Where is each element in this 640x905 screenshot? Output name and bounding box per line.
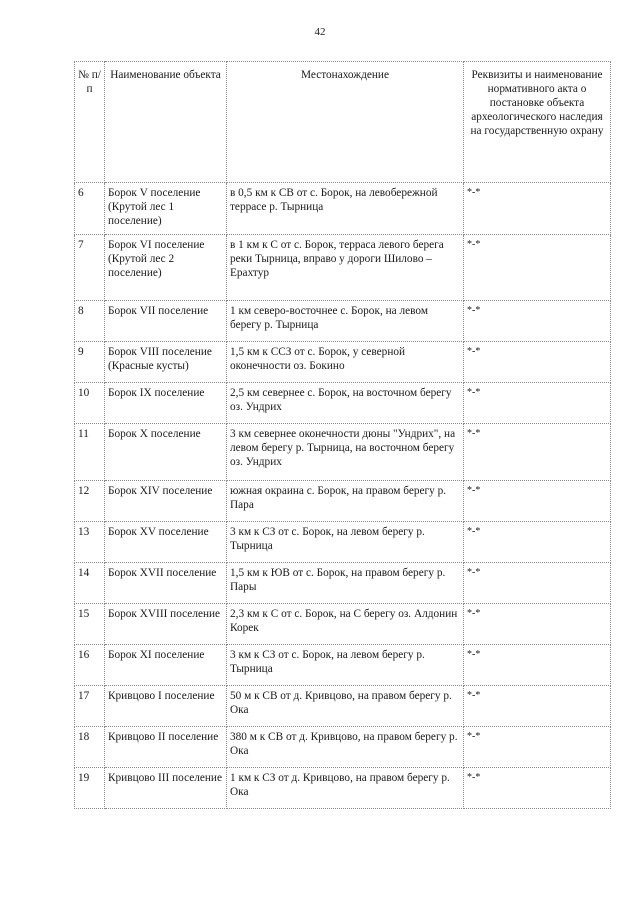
cell-name: Борок XIV поселение — [105, 481, 227, 522]
cell-location: 380 м к СВ от д. Кривцово, на правом берегу р. Ока — [227, 727, 464, 768]
cell-name: Борок VI поселение (Крутой лес 2 поселение) — [105, 235, 227, 301]
cell-location: в 1 км к С от с. Борок, терраса левого берега реки Тырница, вправо у дороги Шилово – Ерахтур — [227, 235, 464, 301]
cell-location: в 0,5 км к СВ от с. Борок, на левобережной террасе р. Тырница — [227, 183, 464, 235]
cell-num: 17 — [75, 686, 105, 727]
cell-name: Борок XV поселение — [105, 522, 227, 563]
table-row — [75, 604, 611, 645]
cell-location: 3 км севернее оконечности дюны "Ундрих", на левом берегу р. Тырница, на восточном берегу оз. Ундрих — [227, 424, 464, 481]
cell-name: Кривцово I поселение — [105, 686, 227, 727]
cell-num: 8 — [75, 301, 105, 342]
cell-name: Борок XVIII поселение — [105, 604, 227, 645]
table-row — [75, 342, 611, 383]
cell-num: 11 — [75, 424, 105, 481]
cell-num: 14 — [75, 563, 105, 604]
cell-location: южная окраина с. Борок, на правом берегу р. Пара — [227, 481, 464, 522]
cell-num: 16 — [75, 645, 105, 686]
cell-requisites: *-* — [464, 235, 611, 301]
cell-name: Борок VII поселение — [105, 301, 227, 342]
table-row — [75, 645, 611, 686]
cell-location: 1,5 км к ЮВ от с. Борок, на правом берегу р. Пары — [227, 563, 464, 604]
cell-name: Кривцово III поселение — [105, 768, 227, 809]
cell-requisites: *-* — [464, 383, 611, 424]
cell-requisites: *-* — [464, 522, 611, 563]
cell-name: Борок XVII поселение — [105, 563, 227, 604]
cell-requisites: *-* — [464, 645, 611, 686]
cell-location: 3 км к СЗ от с. Борок, на левом берегу р. Тырница — [227, 522, 464, 563]
cell-num: 6 — [75, 183, 105, 235]
cell-num: 7 — [75, 235, 105, 301]
cell-num: 9 — [75, 342, 105, 383]
cell-location: 1 км северо-восточнее с. Борок, на левом берегу р. Тырница — [227, 301, 464, 342]
table-row — [75, 301, 611, 342]
cell-requisites: *-* — [464, 183, 611, 235]
cell-num: 12 — [75, 481, 105, 522]
cell-location: 1,5 км к ССЗ от с. Борок, у северной оконечности оз. Бокино — [227, 342, 464, 383]
header-location: Местонахождение — [227, 62, 464, 183]
header-name: Наименование объекта — [105, 62, 227, 183]
cell-location: 1 км к СЗ от д. Кривцово, на правом берегу р. Ока — [227, 768, 464, 809]
cell-name: Борок VIII поселение (Красные кусты) — [105, 342, 227, 383]
cell-requisites: *-* — [464, 481, 611, 522]
header-requisites: Реквизиты и наименование нормативного акта о постановке объекта археологического наследия на государственную охрану — [464, 62, 611, 183]
cell-num: 18 — [75, 727, 105, 768]
cell-requisites: *-* — [464, 768, 611, 809]
cell-num: 10 — [75, 383, 105, 424]
cell-name: Борок IX поселение — [105, 383, 227, 424]
cell-num: 15 — [75, 604, 105, 645]
cell-requisites: *-* — [464, 424, 611, 481]
table-row — [75, 686, 611, 727]
table-row — [75, 563, 611, 604]
cell-num: 19 — [75, 768, 105, 809]
cell-location: 50 м к СВ от д. Кривцово, на правом берегу р. Ока — [227, 686, 464, 727]
cell-requisites: *-* — [464, 727, 611, 768]
table-row — [75, 481, 611, 522]
cell-requisites: *-* — [464, 563, 611, 604]
cell-location: 3 км к СЗ от с. Борок, на левом берегу р. Тырница — [227, 645, 464, 686]
cell-name: Борок XI поселение — [105, 645, 227, 686]
cell-name: Борок V поселение (Крутой лес 1 поселение) — [105, 183, 227, 235]
cell-requisites: *-* — [464, 604, 611, 645]
cell-requisites: *-* — [464, 686, 611, 727]
table-row — [75, 235, 611, 301]
cell-location: 2,3 км к С от с. Борок, на С берегу оз. Алдонин Корек — [227, 604, 464, 645]
header-num: № п/п — [75, 62, 105, 183]
table-row — [75, 383, 611, 424]
page-number: 42 — [314, 26, 326, 38]
table-header-row — [75, 62, 611, 183]
table-row — [75, 424, 611, 481]
cell-name: Борок X поселение — [105, 424, 227, 481]
table-row — [75, 522, 611, 563]
table-row — [75, 183, 611, 235]
table-row — [75, 727, 611, 768]
cell-requisites: *-* — [464, 342, 611, 383]
cell-name: Кривцово II поселение — [105, 727, 227, 768]
cell-num: 13 — [75, 522, 105, 563]
table-row — [75, 768, 611, 809]
heritage-objects-table — [74, 61, 611, 809]
cell-location: 2,5 км севернее с. Борок, на восточном берегу оз. Ундрих — [227, 383, 464, 424]
cell-requisites: *-* — [464, 301, 611, 342]
